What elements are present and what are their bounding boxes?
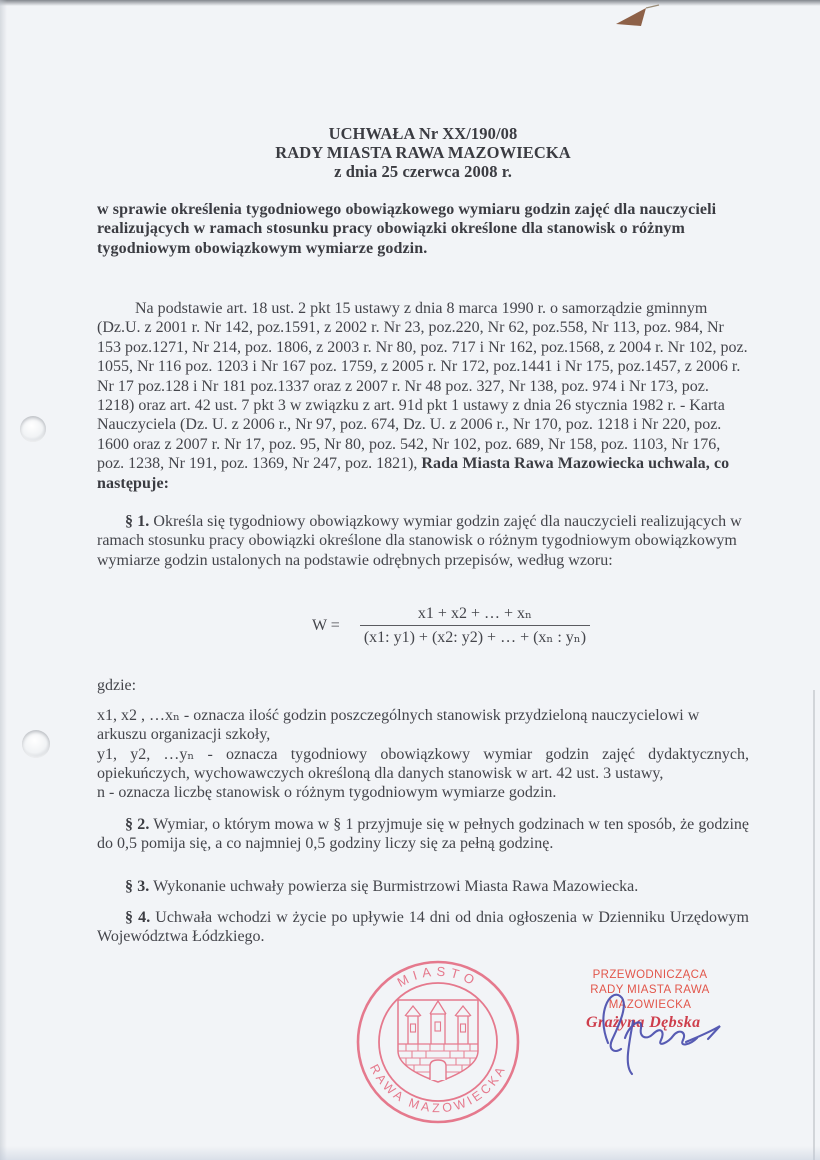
section-1-text: Określa się tygodniowy obowiązkowy wymiar godzin zajęć dla nauczycieli realizujących w ramach stosunku pracy obowiązki określone dla stanowisk o różnym tygodniowym obowiązkowym wymiarze godzin ustalonych na podstawie odrębnych przepisów, według wzoru: xyxy=(97,513,742,569)
section-4-label: § 4. xyxy=(125,909,151,926)
resolution-clause: Rada Miasta Rawa Mazowiecka uchwala, co następuje: xyxy=(97,455,730,492)
section-3-label: § 3. xyxy=(125,878,150,895)
handwritten-signature xyxy=(580,983,730,1079)
section-1-label: § 1. xyxy=(125,513,150,530)
section-2 xyxy=(97,815,749,854)
page-edge-left xyxy=(0,0,7,1160)
where-label: gdzie: xyxy=(97,677,137,694)
title-line-2: RADY MIASTA RAWA MAZOWIECKA xyxy=(275,143,571,162)
page-edge-right xyxy=(813,690,815,1160)
stamp-top-arc-text: MIASTO xyxy=(394,963,482,990)
punch-hole-bottom xyxy=(22,730,50,758)
definition-n: n - oznacza liczbę stanowisk o różnym tygodniowym wymiarze godzin. xyxy=(97,784,557,801)
page-edge-bottom xyxy=(0,1146,820,1160)
signer-title-line-1: PRZEWODNICZĄCA xyxy=(592,969,708,981)
punch-hole-top xyxy=(20,416,46,442)
signer-name: Grażyna Dębska xyxy=(586,1014,701,1031)
signer-title-line-2: RADY MIASTA RAWA MAZOWIECKA xyxy=(590,984,710,1011)
section-3 xyxy=(97,877,749,896)
definition-y: y1, y2, …yₙ - oznacza tygodniowy obowiązkowy wymiar godzin zajęć dydaktycznych, opiekuńczych, wychowawczych określoną dla danych stanowisk w art. 42 ust. 3 ustawy, xyxy=(97,746,749,783)
paper-speck xyxy=(610,4,660,32)
legal-basis-paragraph xyxy=(97,299,749,493)
formula-denominator: (x1: y1) + (x2: y2) + … + (xₙ : yₙ) xyxy=(363,629,587,647)
city-stamp xyxy=(352,956,524,1128)
page-edge-top xyxy=(0,0,820,6)
coat-of-arms xyxy=(398,1000,478,1082)
definition-x: x1, x2 , …xₙ - oznacza ilość godzin poszczególnych stanowisk przydzieloną nauczycielowi w arkuszu organizacji szkoły, xyxy=(97,707,700,744)
section-3-text: Wykonanie uchwały powierza się Burmistrzowi Miasta Rawa Mazowiecka. xyxy=(149,878,639,895)
document-title xyxy=(97,124,749,181)
formula-numerator: x1 + x2 + … + xₙ xyxy=(360,604,590,626)
section-4 xyxy=(97,908,749,947)
title-line-3: z dnia 25 czerwca 2008 r. xyxy=(334,162,512,181)
section-2-text: Wymiar, o którym mowa w § 1 przyjmuje się w pełnych godzinach w ten sposób, że godzinę do 0,5 pomija się, a co najmniej 0,5 godziny liczy się za pełną godzinę. xyxy=(97,816,749,853)
formula-lhs: W = xyxy=(311,617,340,635)
section-1 xyxy=(97,512,749,570)
formula xyxy=(125,604,777,648)
formula-fraction xyxy=(360,604,590,648)
title-line-1: UCHWAŁA Nr XX/190/08 xyxy=(328,124,518,143)
subject-paragraph: w sprawie określenia tygodniowego obowiązkowego wymiaru godzin zajęć dla nauczycieli realizujących w ramach stosunku pracy obowiązki określone dla stanowisk o różnym tygodniowym obowiązkowym wymiarze godzin. xyxy=(97,201,717,257)
section-2-label: § 2. xyxy=(125,816,150,833)
stamp-bottom-arc-text: RAWA MAZOWIECKA xyxy=(366,1062,510,1116)
legal-basis-text: Na podstawie art. 18 ust. 2 pkt 15 ustawy z dnia 8 marca 1990 r. o samorządzie gminnym (Dz.U. z 2001 r. Nr 142, poz.1591, z 2002 r. Nr 23, poz.220, Nr 62, poz.558, Nr 113, poz. 984, Nr 153 poz.1271, Nr 214, poz. 1806, z 2003 r. Nr 80, poz. 717 i Nr 162, poz.1568, z 2004 r. Nr 102, poz. 1055, Nr 116 poz. 1203 i Nr 167 poz. 1759, z 2005 r. Nr 172, poz.1441 i Nr 175, poz.1457, z 2006 r. Nr 17 poz.128 i Nr 181 poz.1337 oraz z 2007 r. Nr 48 poz. 327, Nr 138, poz. 974 i Nr 173, poz. 1218) oraz art. 42 ust. 7 pkt 3 w związku z art. 91d pkt 1 ustawy z dnia 26 stycznia 1982 r. - Karta Nauczyciela (Dz. U. z 2006 r., Nr 97, poz. 674, Dz. U. z 2006 r., Nr 170, poz. 1218 i Nr 220, poz. 1600 oraz z 2007 r. Nr 17, poz. 95, Nr 80, poz. 542, Nr 102, poz. 689, Nr 158, poz. 1103, Nr 176, poz. 1238, Nr 191, poz. 1369, Nr 247, poz. 1821), xyxy=(97,300,748,473)
section-4-text: Uchwała wchodzi w życie po upływie 14 dni od dnia ogłoszenia w Dzienniku Urzędowym Województwa Łódzkiego. xyxy=(97,909,749,946)
